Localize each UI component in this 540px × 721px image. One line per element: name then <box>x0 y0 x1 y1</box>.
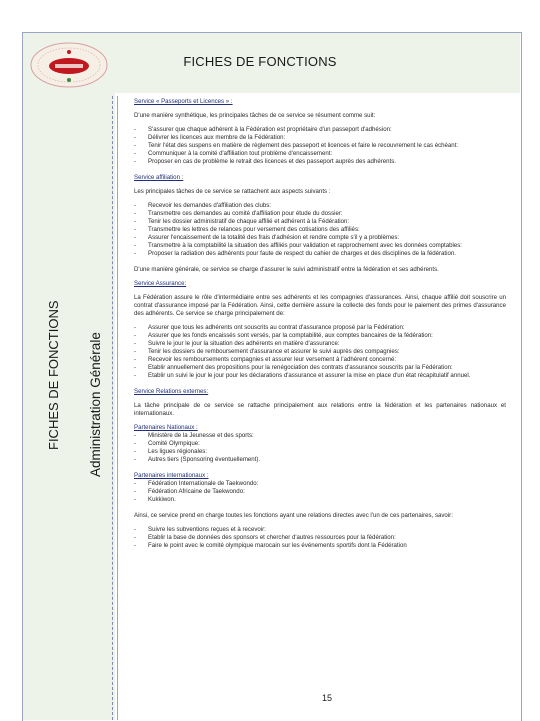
section-outro: Ainsi, ce service prend en charge toutes les fonctions ayant une relations directes avec l'un de ces partenaires, savoir: <box>134 512 453 519</box>
list-item: - Recevoir les remboursements compagnies et assurer leur versement à l'adhérent concerné: <box>134 356 506 364</box>
list-item: - Etablir un suivi le jour le jour pour les déclarations d'assurance et assurer la mise en place d'un état récapitulatif annuel. <box>134 372 506 380</box>
list-item: - Ministère de la Jeunesse et des sports: <box>134 432 506 440</box>
list-item: - Autres tiers (Sponsoring éventuellement). <box>134 456 506 464</box>
list-item: - Transmettre ces demandes au comité d'affiliation pour étude du dossier: <box>134 210 506 218</box>
section-intro: La Fédération assure le rôle d'intermédiaire entre ses adhérents et les compagnies d'assurances. Ainsi, chaque affilié doit souscrire un contrat d'assurance imposé par la Fédération. Ainsi, cette dernière assure la collecte des fonds pour le paiement des primes d'assurance des adhérents. Ce service se charge principalement de: <box>134 294 506 317</box>
section-title-external: Service Relations externes: <box>134 388 209 395</box>
section-intro: D'une manière synthétique, les principales tâches de ce service se résument comme suit: <box>134 112 376 119</box>
sidebar-title-administration: Administration Générale <box>88 332 103 477</box>
bullet-list-external-functions <box>134 526 506 550</box>
list-item: - Transmettre les lettres de relances pour versement des cotisations des affiliés: <box>134 226 506 234</box>
sidebar-title-fiches: FICHES DE FONCTIONS <box>46 300 61 450</box>
section-intro: Les principales tâches de ce service se rattachent aux aspects suivants : <box>134 188 331 195</box>
sidebar-divider <box>117 96 118 720</box>
bullet-list-affiliation <box>134 202 506 258</box>
list-item: - Assurer l'encaissement de la totalité des frais d'adhésion et rendre compte s'il y a problèmes: <box>134 234 506 242</box>
list-item: - Recevoir les demandes d'affiliation des clubs: <box>134 202 506 210</box>
list-item: - Assurer que les fonds encaissés sont versés, par la comptabilité, aux comptes bancaires de la fédération: <box>134 332 506 340</box>
list-item: - Suivre les subventions reçues et à recevoir: <box>134 526 506 534</box>
subhead-international-partners: Partenaires internationaux : <box>134 472 209 479</box>
list-item: - Transmettre à la comptabilité la situation des affiliés pour validation et rapprochement avec les données comptables: <box>134 242 506 250</box>
list-item: - Faire le point avec le comité olympique marocain sur les événements sportifs dont la Fédération <box>134 542 506 550</box>
list-item: - Etablir annuellement des propositions pour la renégociation des contrats d'assurance souscrits par la Fédération: <box>134 364 506 372</box>
federation-seal-logo <box>28 40 110 90</box>
list-item: - Proposer en cas de problème le retrait des licences et des passeport auprès des adhérents. <box>134 158 506 166</box>
list-item: - Etablir la base de données des sponsors et chercher d'autres ressources pour la fédération: <box>134 534 506 542</box>
list-item: - Délivrer les licences aux membre de la Fédération: <box>134 134 506 142</box>
section-title-insurance: Service Assurance: <box>134 280 187 287</box>
list-item: - Fédération Internationale de Taekwondo: <box>134 480 506 488</box>
list-item: - Tenir les dossier administratif de chaque affilié et adhérent à la Fédération: <box>134 218 506 226</box>
page-title: FICHES DE FONCTIONS <box>183 54 337 69</box>
sidebar-divider-dashed <box>112 96 113 720</box>
bullet-list-insurance <box>134 324 506 380</box>
list-item: - Comité Olympique: <box>134 440 506 448</box>
list-item: - Les ligues régionales: <box>134 448 506 456</box>
section-intro: La tâche principale de ce service se rattache principalement aux relations entre la fédération et les partenaires nationaux et internationaux. <box>134 402 506 417</box>
list-item: - Communiquer à la comité d'affiliation tout problème d'encaissement: <box>134 150 506 158</box>
bullet-list-national <box>134 432 506 464</box>
list-item: - Kukkiwon. <box>134 496 506 504</box>
document-body <box>134 98 506 558</box>
section-outro: D'une manière générale, ce service se charge d'assurer le suivi administratif entre la fédération et ses adhérents. <box>134 266 439 273</box>
list-item: - Proposer la radiation des adhérents pour faute de respect du cahier de charges et des disciplines de la fédération. <box>134 250 506 258</box>
page-number: 15 <box>322 693 333 703</box>
section-title-affiliation: Service affiliation : <box>134 174 184 181</box>
section-title-passports: Service « Passeports et Licences » : <box>134 98 233 105</box>
list-item: - Tenir les dossiers de remboursement d'assurance et assurer le suivi auprès des compagnies: <box>134 348 506 356</box>
list-item: - Assurer que tous les adhérents ont souscrits au contrat d'assurance proposé par la Fédération: <box>134 324 506 332</box>
list-item: - S'assurer que chaque adhérent à la Fédération est propriétaire d'un passeport d'adhésion: <box>134 126 506 134</box>
list-item: - Fédération Africaine de Taekwondo: <box>134 488 506 496</box>
list-item: - Suivre le jour le jour la situation des adhérents en matière d'assurance: <box>134 340 506 348</box>
bullet-list-international <box>134 480 506 504</box>
bullet-list-passports <box>134 126 506 166</box>
subhead-national-partners: Partenaires Nationaux : <box>134 424 198 431</box>
list-item: - Tenir l'état des suspens en matière de règlement des passeport et licences et faire le recouvrement le cas échéant: <box>134 142 506 150</box>
